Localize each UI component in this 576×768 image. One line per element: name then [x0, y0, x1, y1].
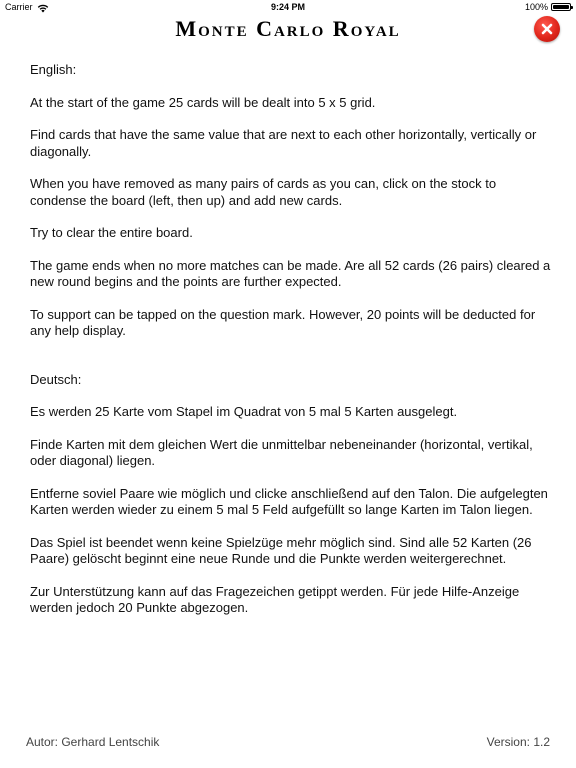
english-paragraph: Try to clear the entire board.	[30, 225, 193, 240]
battery-percentage: 100%	[524, 2, 548, 12]
page-title: Monte Carlo Royal	[175, 16, 401, 41]
close-button[interactable]	[534, 16, 560, 42]
deutsch-paragraph: Zur Unterstützung kann auf das Fragezeichen getippt werden. Für jede Hilfe-Anzeige werden jedoch 20 Punkte abgezogen.	[30, 583, 520, 615]
english-paragraph: The game ends when no more matches can be made. Are all 52 cards (26 pairs) cleared a new round begins and the points are further expected.	[30, 257, 551, 289]
english-heading: English:	[30, 62, 77, 77]
english-paragraph: To support can be tapped on the question mark. However, 20 points will be deducted for any help display.	[30, 306, 536, 338]
english-paragraph: When you have removed as many pairs of cards as you can, click on the stock to condense the board (left, then up) and add new cards.	[30, 176, 497, 208]
deutsch-paragraph: Finde Karten mit dem gleichen Wert die unmittelbar nebeneinander (horizontal, vertikal, oder diagonal) liegen.	[30, 436, 533, 468]
status-time: 9:24 PM	[270, 2, 305, 12]
author-label: Autor: Gerhard Lentschik	[26, 735, 160, 749]
status-right	[525, 0, 571, 14]
battery-icon	[551, 3, 571, 11]
close-x-icon	[540, 22, 554, 36]
instructions-content	[30, 62, 555, 633]
footer	[0, 733, 576, 751]
deutsch-heading: Deutsch:	[30, 371, 82, 387]
english-paragraph: At the start of the game 25 cards will be dealt into 5 x 5 grid.	[30, 94, 376, 110]
section-spacer	[30, 356, 555, 372]
deutsch-paragraph: Es werden 25 Karte vom Stapel im Quadrat von 5 mal 5 Karten ausgelegt.	[30, 404, 458, 419]
deutsch-paragraph: Entferne soviel Paare wie möglich und clicke anschließend auf den Talon. Die aufgelegten Karten werden wieder zu einem 5 mal 5 Feld aufgefüllt so lange Karten im Talon liegen.	[30, 485, 548, 517]
version-label: Version: 1.2	[486, 735, 550, 749]
status-bar	[0, 0, 576, 14]
deutsch-paragraph: Das Spiel ist beendet wenn keine Spielzüge mehr möglich sind. Sind alle 52 Karten (26 Paare) gelöscht beginnt eine neue Runde und die Punkte werden weitergerechnet.	[30, 534, 532, 566]
english-paragraph: Find cards that have the same value that are next to each other horizontally, vertically or diagonally.	[30, 127, 537, 159]
carrier-label: Carrier	[5, 2, 33, 12]
